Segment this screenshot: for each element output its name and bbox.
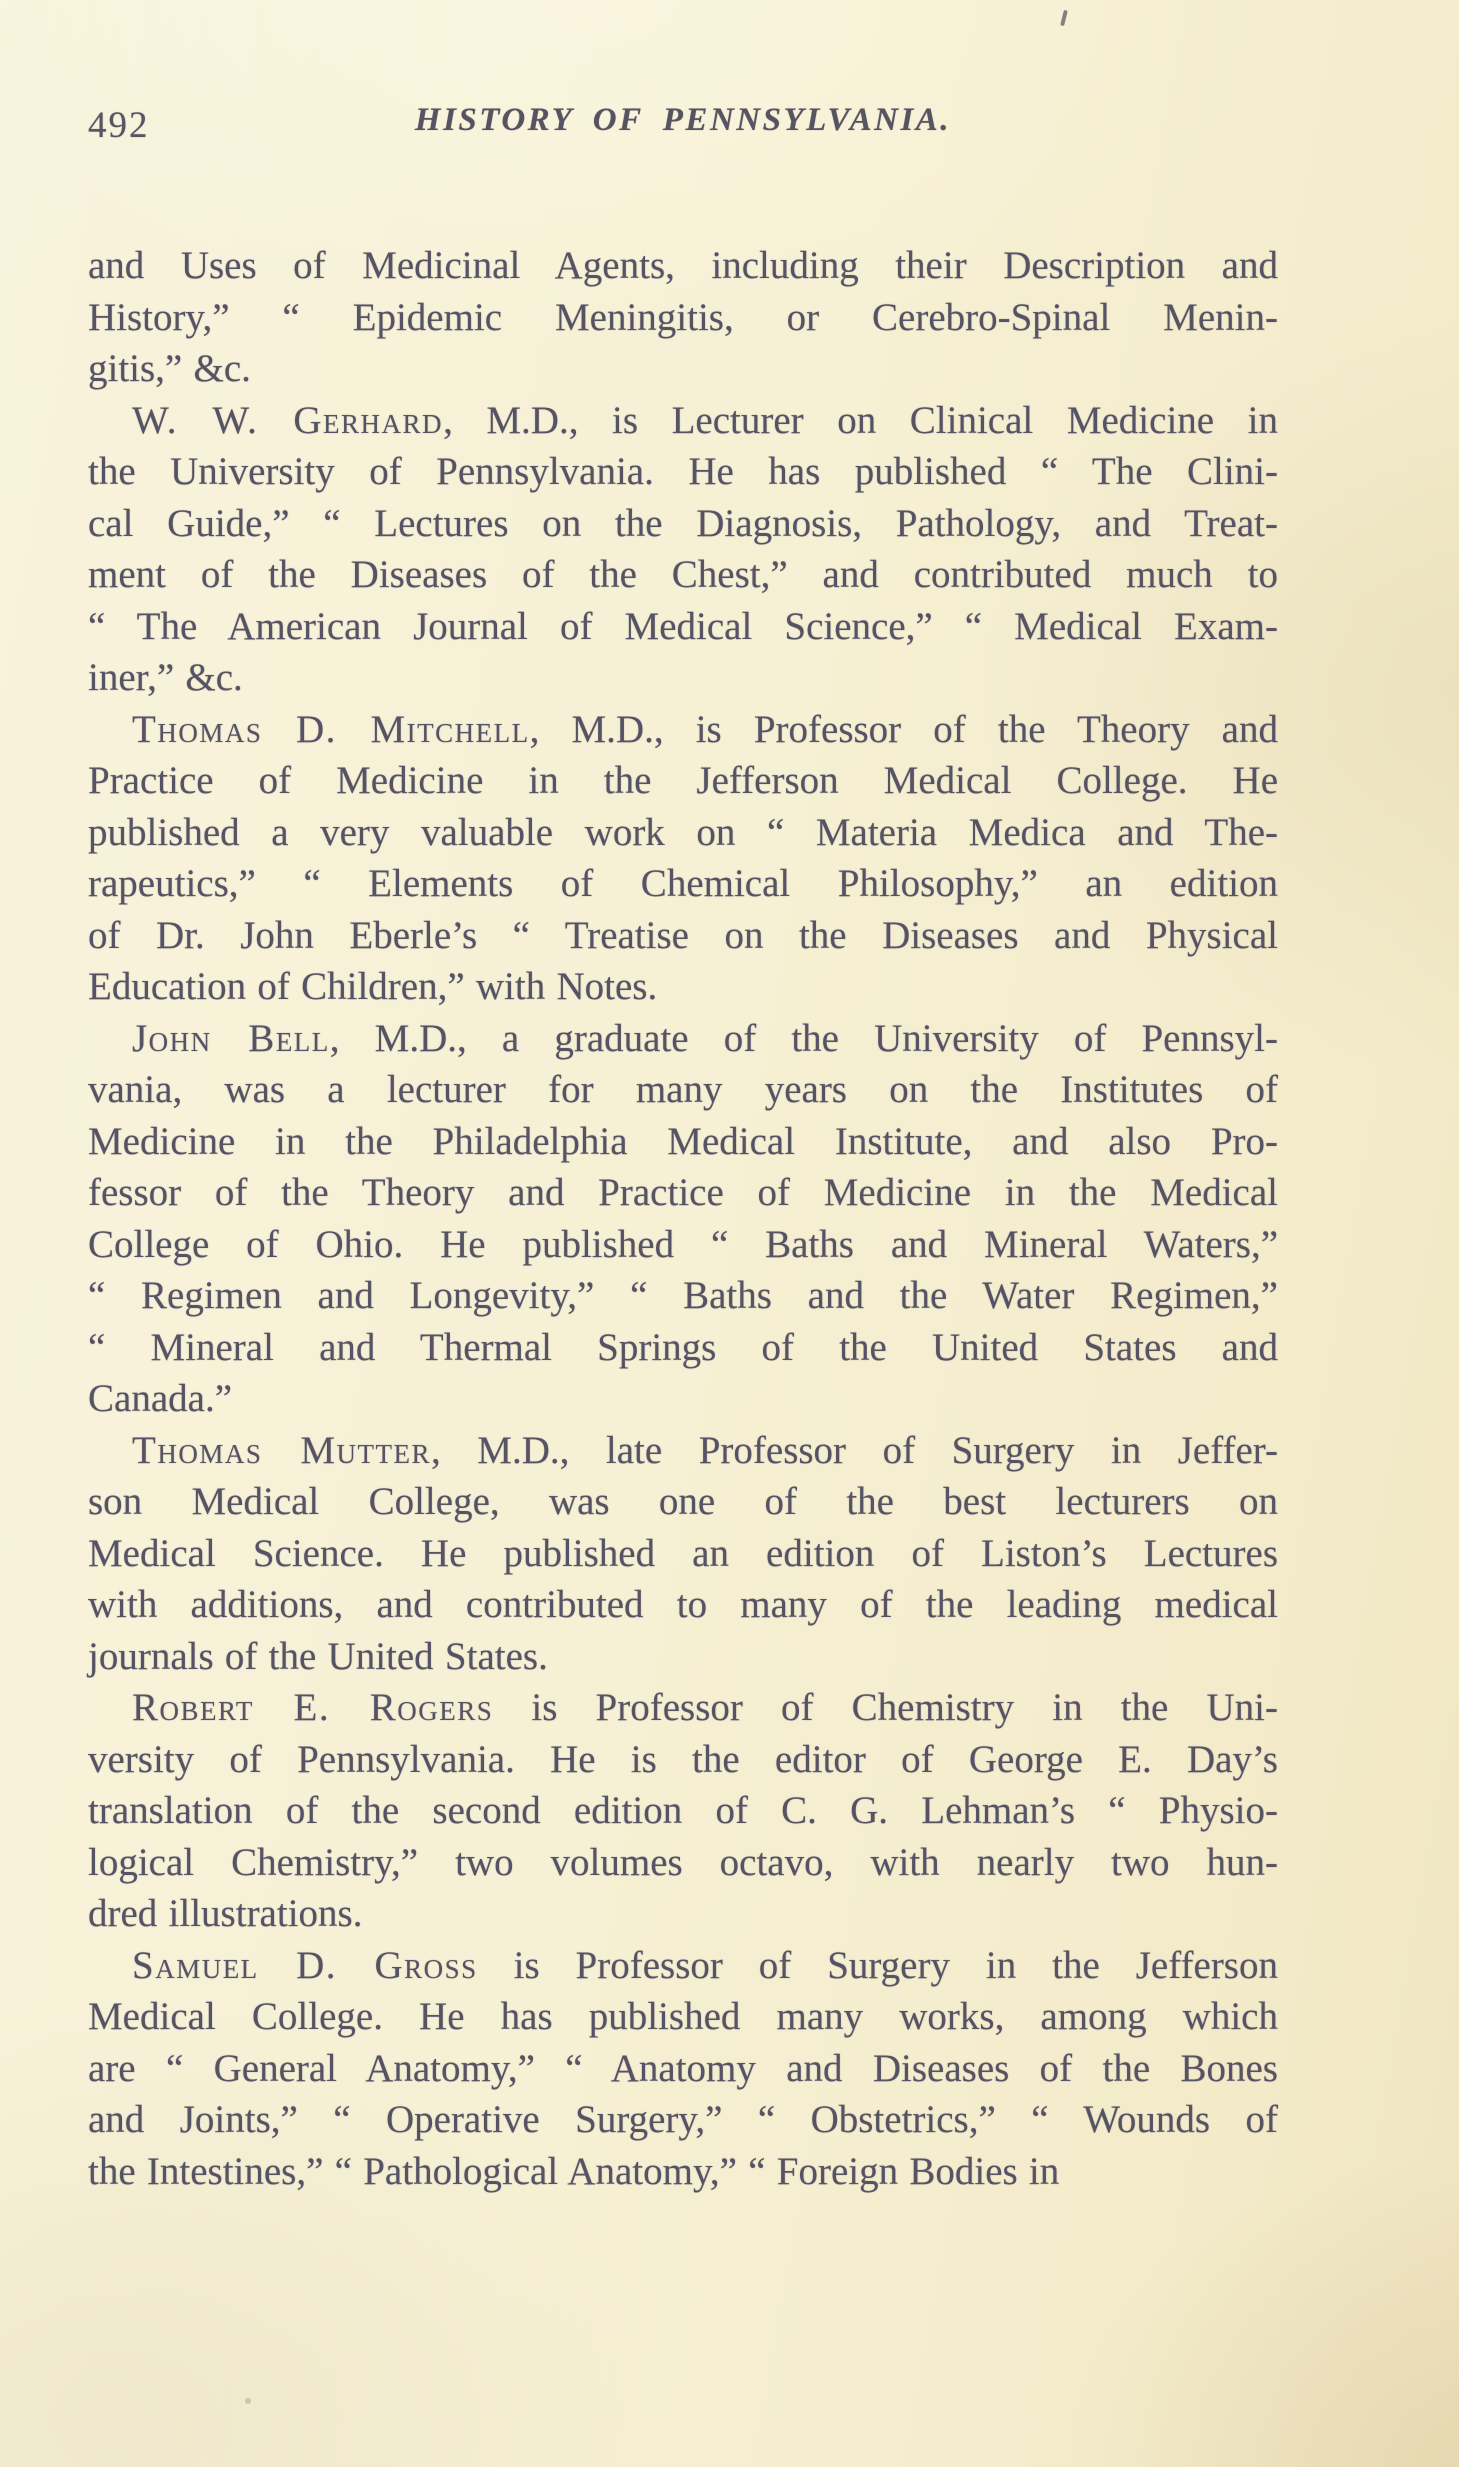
line-text: “ Regimen and Longevity,” “ Baths and the Water Regimen,”: [88, 1274, 1278, 1317]
line-text: son Medical College, was one of the best lecturers on: [88, 1480, 1278, 1523]
line-text: fessor of the Theory and Practice of Medicine in the Medical: [88, 1171, 1278, 1214]
text-line: [88, 446, 1278, 498]
text-line: [88, 1425, 1278, 1477]
text-line: [88, 858, 1278, 910]
line-text: Education of Children,” with Notes.: [88, 965, 658, 1008]
line-text: of Dr. John Eberle’s “ Treatise on the Diseases and Physical: [88, 913, 1278, 957]
line-text: vania, was a lecturer for many years on the Institutes of: [88, 1068, 1278, 1111]
text-line: [88, 1734, 1278, 1786]
text-line: [88, 1476, 1278, 1528]
line-text: gitis,” &c.: [88, 347, 251, 390]
person-name: W. W. Gerhard: [132, 398, 444, 442]
line-text: , M.D., late Professor of Surgery in Jeffer-: [431, 1428, 1278, 1472]
person-name: Samuel D. Gross: [132, 1943, 478, 1987]
line-text: and Uses of Medicinal Agents, including their Description and: [88, 244, 1278, 287]
text-line: [88, 343, 1278, 395]
running-head: HISTORY OF PENNSYLVANIA.: [414, 102, 952, 138]
line-text: Practice of Medicine in the Jefferson Medical College. He: [88, 759, 1278, 802]
line-text: , M.D., is Professor of the Theory and: [529, 707, 1278, 751]
line-text: , M.D., a graduate of the University of Pennsyl-: [329, 1016, 1278, 1060]
text-line: [88, 498, 1278, 550]
text-line: [88, 652, 1278, 704]
line-text: the Intestines,” “ Pathological Anatomy,” “ Foreign Bodies in: [88, 2149, 1060, 2193]
text-line: [88, 2094, 1278, 2146]
line-text: published a very valuable work on “ Materia Medica and The-: [88, 810, 1278, 854]
line-text: is Professor of Surgery in the Jefferson: [477, 1943, 1278, 1987]
text-line: [88, 549, 1278, 601]
text-line: [88, 1270, 1278, 1322]
line-text: logical Chemistry,” two volumes octavo, with nearly two hun-: [88, 1840, 1278, 1884]
text-line: [88, 704, 1278, 756]
line-text: versity of Pennsylvania. He is the editor of George E. Day’s: [88, 1737, 1278, 1781]
line-text: Medical Science. He published an edition of Liston’s Lectures: [88, 1531, 1278, 1575]
text-block: [88, 240, 1278, 2197]
text-line: [88, 1528, 1278, 1580]
text-line: [88, 1888, 1278, 1940]
text-line: [88, 1991, 1278, 2043]
text-line: [88, 1579, 1278, 1631]
text-line: [88, 1785, 1278, 1837]
page-number: 492: [88, 105, 150, 146]
text-line: [88, 1631, 1278, 1683]
text-line: [88, 292, 1278, 344]
line-text: Medical College. He has published many works, among which: [88, 1995, 1278, 2038]
text-line: [88, 395, 1278, 447]
person-name: John Bell: [132, 1016, 330, 1060]
text-line: [88, 755, 1278, 807]
person-name: Thomas D. Mitchell: [132, 707, 530, 751]
line-text: and Joints,” “ Operative Surgery,” “ Obstetrics,” “ Wounds of: [88, 2098, 1278, 2141]
line-text: is Professor of Chemistry in the Uni-: [493, 1686, 1278, 1729]
text-line: [88, 1682, 1278, 1734]
line-text: cal Guide,” “ Lectures on the Diagnosis, Pathology, and Treat-: [88, 501, 1278, 545]
line-text: rapeutics,” “ Elements of Chemical Philosophy,” an edition: [88, 862, 1278, 905]
line-text: History,” “ Epidemic Meningitis, or Cerebro-Spinal Menin-: [88, 295, 1278, 339]
text-line: [88, 1940, 1278, 1992]
person-name: Robert E. Rogers: [132, 1686, 494, 1729]
ink-speck: [1060, 10, 1068, 26]
line-text: Canada.”: [88, 1377, 233, 1420]
text-line: [88, 1013, 1278, 1065]
line-text: dred illustrations.: [88, 1892, 363, 1935]
text-line: [88, 2043, 1278, 2095]
line-text: “ The American Journal of Medical Science,” “ Medical Exam-: [88, 604, 1278, 648]
line-text: the University of Pennsylvania. He has published “ The Clini-: [88, 450, 1278, 493]
text-line: [88, 1064, 1278, 1116]
text-line: [88, 1373, 1278, 1425]
line-text: journals of the United States.: [88, 1634, 548, 1678]
text-line: [88, 1219, 1278, 1271]
text-line: [88, 910, 1278, 962]
line-text: iner,” &c.: [88, 656, 243, 699]
ink-speck: [245, 2398, 251, 2404]
line-text: College of Ohio. He published “ Baths and Mineral Waters,”: [88, 1222, 1278, 1266]
text-line: [88, 1116, 1278, 1168]
text-line: [88, 1322, 1278, 1374]
text-line: [88, 1837, 1278, 1889]
text-line: [88, 961, 1278, 1013]
line-text: Medicine in the Philadelphia Medical Institute, and also Pro-: [88, 1119, 1278, 1163]
text-line: [88, 807, 1278, 859]
text-line: [88, 2146, 1278, 2198]
line-text: , M.D., is Lecturer on Clinical Medicine in: [443, 398, 1278, 442]
line-text: “ Mineral and Thermal Springs of the United States and: [88, 1325, 1278, 1369]
text-line: [88, 240, 1278, 292]
line-text: ment of the Diseases of the Chest,” and contributed much to: [88, 553, 1278, 596]
text-line: [88, 1167, 1278, 1219]
line-text: translation of the second edition of C. G. Lehman’s “ Physio-: [88, 1789, 1278, 1832]
person-name: Thomas Mutter: [132, 1428, 432, 1472]
line-text: with additions, and contributed to many of the leading medical: [88, 1583, 1278, 1626]
line-text: are “ General Anatomy,” “ Anatomy and Diseases of the Bones: [88, 2046, 1278, 2090]
text-line: [88, 601, 1278, 653]
